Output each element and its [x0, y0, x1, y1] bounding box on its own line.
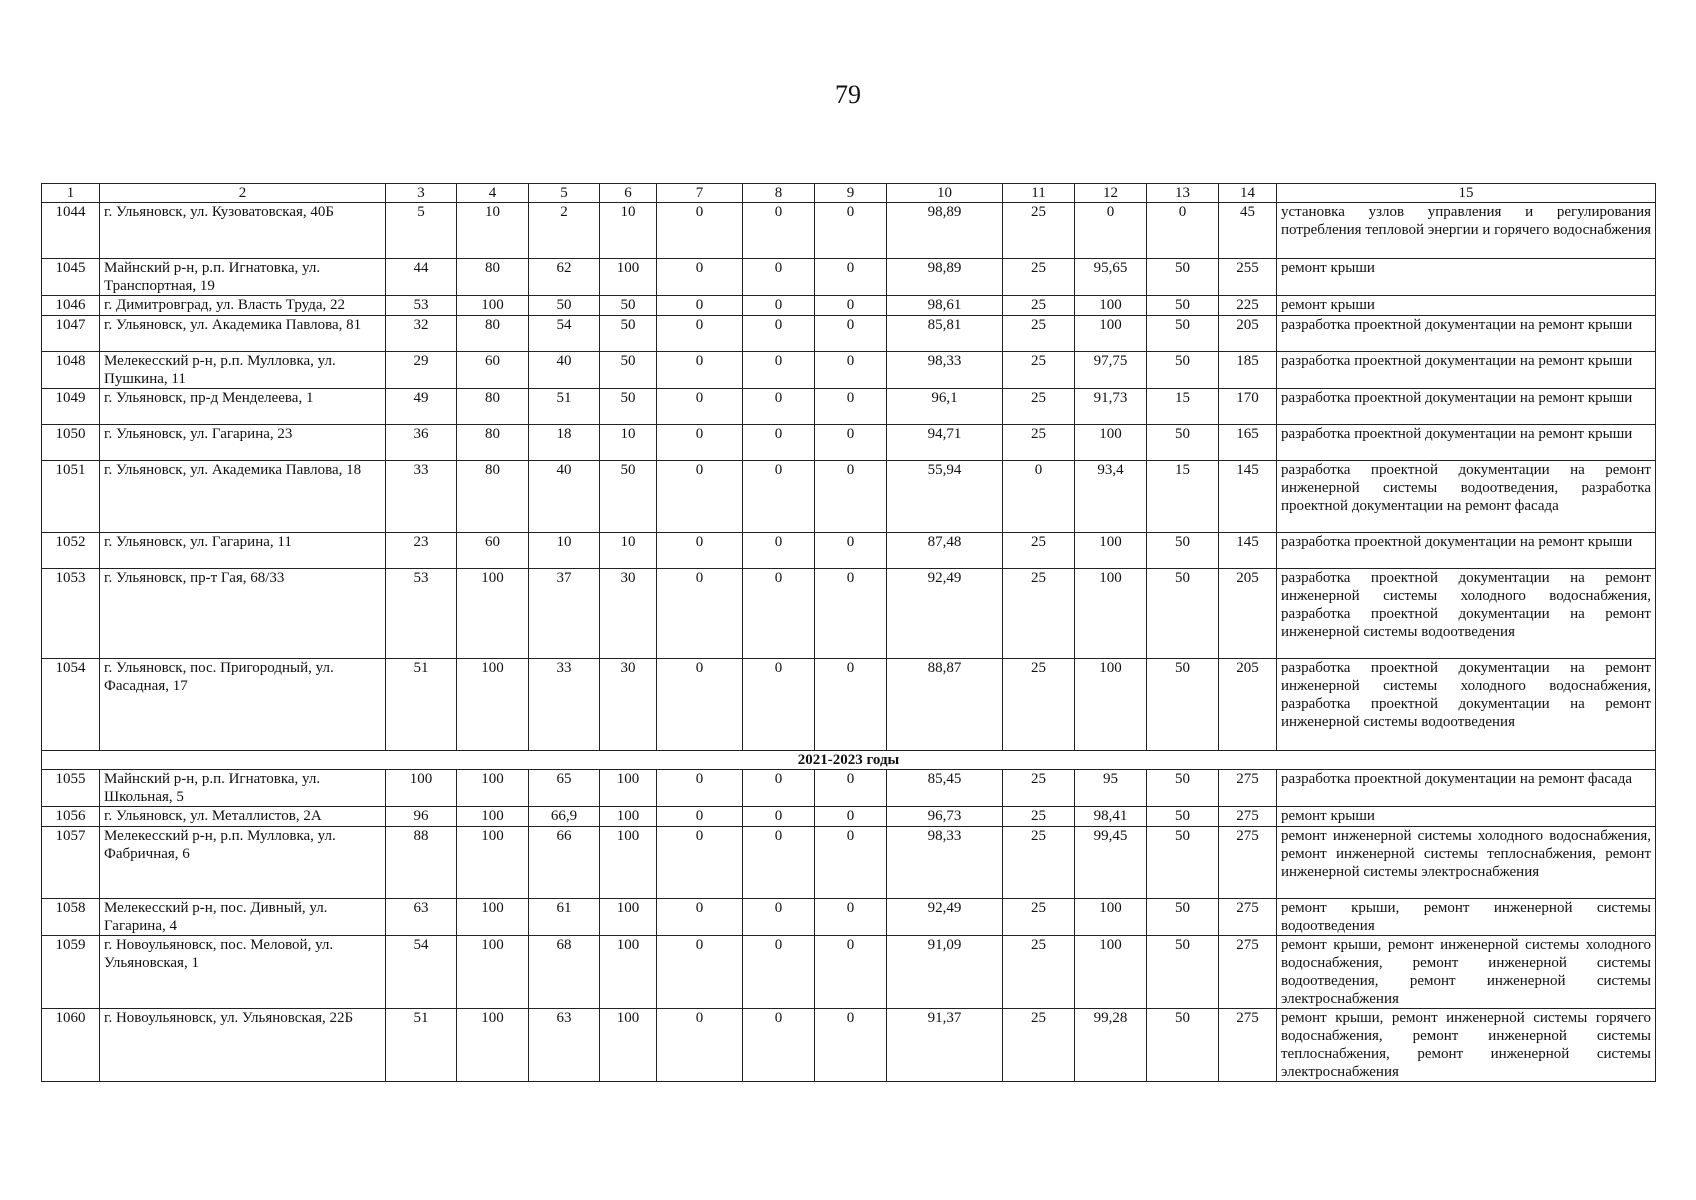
value-cell: 80 [457, 259, 529, 296]
value-cell: 62 [529, 259, 600, 296]
value-cell: 100 [457, 1009, 529, 1082]
address-cell: г. Ульяновск, пр-т Гая, 68/33 [100, 569, 386, 659]
value-cell: 0 [815, 827, 887, 899]
value-cell: 80 [457, 425, 529, 461]
value-cell: 66 [529, 827, 600, 899]
address-cell: г. Ульяновск, ул. Гагарина, 23 [100, 425, 386, 461]
value-cell: 37 [529, 569, 600, 659]
value-cell: 205 [1219, 316, 1277, 352]
value-cell: 0 [657, 296, 743, 316]
column-header: 3 [386, 184, 457, 203]
row-number: 1045 [42, 259, 100, 296]
value-cell: 165 [1219, 425, 1277, 461]
value-cell: 85,81 [887, 316, 1003, 352]
value-cell: 25 [1003, 316, 1075, 352]
value-cell: 25 [1003, 807, 1075, 827]
value-cell: 80 [457, 316, 529, 352]
value-cell: 0 [815, 899, 887, 936]
table-row [42, 259, 1656, 296]
address-cell: г. Ульяновск, ул. Академика Павлова, 18 [100, 461, 386, 533]
work-type-cell: разработка проектной документации на ремонт крыши [1277, 316, 1656, 352]
value-cell: 50 [1147, 899, 1219, 936]
value-cell: 98,61 [887, 296, 1003, 316]
row-number: 1047 [42, 316, 100, 352]
table-row [42, 827, 1656, 899]
value-cell: 53 [386, 296, 457, 316]
value-cell: 100 [457, 936, 529, 1009]
table-row [42, 807, 1656, 827]
work-type-cell: ремонт инженерной системы холодного водоснабжения, ремонт инженерной системы теплоснабжения, ремонт инженерной системы электроснабжения [1277, 827, 1656, 899]
value-cell: 50 [600, 389, 657, 425]
value-cell: 0 [815, 389, 887, 425]
value-cell: 60 [457, 533, 529, 569]
value-cell: 50 [1147, 425, 1219, 461]
value-cell: 10 [600, 203, 657, 259]
work-type-cell: разработка проектной документации на ремонт крыши [1277, 389, 1656, 425]
value-cell: 0 [657, 389, 743, 425]
table-row [42, 461, 1656, 533]
table-row [42, 659, 1656, 751]
value-cell: 95,65 [1075, 259, 1147, 296]
value-cell: 50 [1147, 569, 1219, 659]
work-type-cell: ремонт крыши [1277, 259, 1656, 296]
value-cell: 95 [1075, 770, 1147, 807]
value-cell: 51 [529, 389, 600, 425]
section-row [42, 751, 1656, 770]
value-cell: 15 [1147, 461, 1219, 533]
address-cell: г. Новоульяновск, пос. Меловой, ул. Ульяновская, 1 [100, 936, 386, 1009]
value-cell: 0 [815, 259, 887, 296]
value-cell: 91,73 [1075, 389, 1147, 425]
value-cell: 50 [600, 296, 657, 316]
value-cell: 23 [386, 533, 457, 569]
address-cell: г. Новоульяновск, ул. Ульяновская, 22Б [100, 1009, 386, 1082]
value-cell: 0 [657, 259, 743, 296]
value-cell: 100 [1075, 296, 1147, 316]
value-cell: 145 [1219, 533, 1277, 569]
value-cell: 0 [815, 296, 887, 316]
work-type-cell: разработка проектной документации на ремонт фасада [1277, 770, 1656, 807]
value-cell: 98,89 [887, 259, 1003, 296]
row-number: 1059 [42, 936, 100, 1009]
work-type-cell: установка узлов управления и регулирования потребления тепловой энергии и горячего водоснабжения [1277, 203, 1656, 259]
value-cell: 0 [743, 296, 815, 316]
value-cell: 100 [457, 770, 529, 807]
table-row [42, 352, 1656, 389]
value-cell: 275 [1219, 807, 1277, 827]
value-cell: 55,94 [887, 461, 1003, 533]
value-cell: 25 [1003, 203, 1075, 259]
table-row [42, 203, 1656, 259]
value-cell: 25 [1003, 899, 1075, 936]
address-cell: г. Ульяновск, пр-д Менделеева, 1 [100, 389, 386, 425]
value-cell: 68 [529, 936, 600, 1009]
column-header: 8 [743, 184, 815, 203]
row-number: 1050 [42, 425, 100, 461]
column-header: 4 [457, 184, 529, 203]
address-cell: г. Ульяновск, ул. Гагарина, 11 [100, 533, 386, 569]
address-cell: Мелекесский р-н, р.п. Мулловка, ул. Пушкина, 11 [100, 352, 386, 389]
value-cell: 0 [743, 1009, 815, 1082]
value-cell: 0 [657, 899, 743, 936]
value-cell: 94,71 [887, 425, 1003, 461]
value-cell: 100 [600, 827, 657, 899]
address-cell: Мелекесский р-н, р.п. Мулловка, ул. Фабричная, 6 [100, 827, 386, 899]
page-number: 79 [835, 80, 861, 109]
column-header: 5 [529, 184, 600, 203]
value-cell: 0 [1075, 203, 1147, 259]
objects-table [41, 183, 1656, 1082]
column-header: 11 [1003, 184, 1075, 203]
row-number: 1056 [42, 807, 100, 827]
value-cell: 50 [1147, 827, 1219, 899]
row-number: 1055 [42, 770, 100, 807]
value-cell: 100 [1075, 659, 1147, 751]
value-cell: 50 [600, 461, 657, 533]
work-type-cell: разработка проектной документации на ремонт инженерной системы холодного водоснабжения, разработка проектной документации на ремонт инженерной системы водоотведения [1277, 569, 1656, 659]
work-type-cell: разработка проектной документации на ремонт крыши [1277, 533, 1656, 569]
value-cell: 25 [1003, 770, 1075, 807]
value-cell: 0 [815, 461, 887, 533]
row-number: 1057 [42, 827, 100, 899]
value-cell: 50 [1147, 259, 1219, 296]
row-number: 1046 [42, 296, 100, 316]
row-number: 1051 [42, 461, 100, 533]
value-cell: 80 [457, 461, 529, 533]
value-cell: 0 [815, 352, 887, 389]
value-cell: 0 [657, 316, 743, 352]
value-cell: 40 [529, 352, 600, 389]
value-cell: 100 [1075, 425, 1147, 461]
value-cell: 50 [1147, 296, 1219, 316]
value-cell: 0 [743, 389, 815, 425]
value-cell: 275 [1219, 827, 1277, 899]
work-type-cell: ремонт крыши, ремонт инженерной системы горячего водоснабжения, ремонт инженерной системы теплоснабжения, ремонт инженерной системы электроснабжения [1277, 1009, 1656, 1082]
work-type-cell: ремонт крыши, ремонт инженерной системы водоотведения [1277, 899, 1656, 936]
column-header: 9 [815, 184, 887, 203]
value-cell: 50 [1147, 770, 1219, 807]
value-cell: 25 [1003, 296, 1075, 316]
value-cell: 25 [1003, 569, 1075, 659]
address-cell: г. Ульяновск, пос. Пригородный, ул. Фасадная, 17 [100, 659, 386, 751]
value-cell: 100 [457, 569, 529, 659]
value-cell: 100 [457, 296, 529, 316]
value-cell: 50 [1147, 352, 1219, 389]
value-cell: 40 [529, 461, 600, 533]
value-cell: 15 [1147, 389, 1219, 425]
column-header: 7 [657, 184, 743, 203]
value-cell: 0 [657, 659, 743, 751]
value-cell: 60 [457, 352, 529, 389]
table-row [42, 936, 1656, 1009]
value-cell: 100 [600, 1009, 657, 1082]
value-cell: 25 [1003, 259, 1075, 296]
table-row [42, 533, 1656, 569]
row-number: 1058 [42, 899, 100, 936]
column-header: 6 [600, 184, 657, 203]
value-cell: 10 [600, 533, 657, 569]
value-cell: 0 [815, 807, 887, 827]
value-cell: 99,45 [1075, 827, 1147, 899]
value-cell: 99,28 [1075, 1009, 1147, 1082]
value-cell: 0 [743, 425, 815, 461]
value-cell: 225 [1219, 296, 1277, 316]
value-cell: 0 [743, 461, 815, 533]
value-cell: 0 [657, 461, 743, 533]
value-cell: 0 [657, 203, 743, 259]
value-cell: 66,9 [529, 807, 600, 827]
value-cell: 32 [386, 316, 457, 352]
value-cell: 0 [743, 569, 815, 659]
row-number: 1054 [42, 659, 100, 751]
value-cell: 18 [529, 425, 600, 461]
value-cell: 44 [386, 259, 457, 296]
column-header: 14 [1219, 184, 1277, 203]
value-cell: 45 [1219, 203, 1277, 259]
value-cell: 25 [1003, 352, 1075, 389]
table-row [42, 296, 1656, 316]
value-cell: 93,4 [1075, 461, 1147, 533]
value-cell: 0 [743, 203, 815, 259]
value-cell: 185 [1219, 352, 1277, 389]
value-cell: 50 [600, 316, 657, 352]
value-cell: 145 [1219, 461, 1277, 533]
value-cell: 0 [1147, 203, 1219, 259]
value-cell: 49 [386, 389, 457, 425]
value-cell: 0 [743, 316, 815, 352]
row-number: 1060 [42, 1009, 100, 1082]
column-header: 13 [1147, 184, 1219, 203]
value-cell: 0 [657, 770, 743, 807]
address-cell: г. Ульяновск, ул. Металлистов, 2А [100, 807, 386, 827]
value-cell: 100 [1075, 569, 1147, 659]
table-row [42, 899, 1656, 936]
value-cell: 100 [457, 899, 529, 936]
value-cell: 91,37 [887, 1009, 1003, 1082]
work-type-cell: ремонт крыши [1277, 807, 1656, 827]
value-cell: 0 [815, 533, 887, 569]
value-cell: 88 [386, 827, 457, 899]
value-cell: 0 [815, 316, 887, 352]
value-cell: 100 [600, 770, 657, 807]
value-cell: 50 [1147, 936, 1219, 1009]
value-cell: 65 [529, 770, 600, 807]
table-row [42, 1009, 1656, 1082]
value-cell: 0 [657, 936, 743, 1009]
value-cell: 0 [657, 352, 743, 389]
value-cell: 170 [1219, 389, 1277, 425]
table-body [42, 184, 1656, 1082]
value-cell: 98,33 [887, 352, 1003, 389]
column-header: 15 [1277, 184, 1656, 203]
value-cell: 25 [1003, 389, 1075, 425]
address-cell: г. Ульяновск, ул. Кузоватовская, 40Б [100, 203, 386, 259]
value-cell: 30 [600, 569, 657, 659]
value-cell: 0 [743, 936, 815, 1009]
work-type-cell: разработка проектной документации на ремонт инженерной системы холодного водоснабжения, разработка проектной документации на ремонт инженерной системы водоотведения [1277, 659, 1656, 751]
value-cell: 85,45 [887, 770, 1003, 807]
value-cell: 0 [743, 533, 815, 569]
value-cell: 80 [457, 389, 529, 425]
row-number: 1048 [42, 352, 100, 389]
value-cell: 25 [1003, 827, 1075, 899]
value-cell: 100 [457, 807, 529, 827]
value-cell: 50 [1147, 316, 1219, 352]
value-cell: 30 [600, 659, 657, 751]
value-cell: 91,09 [887, 936, 1003, 1009]
section-label: 2021-2023 годы [42, 751, 1656, 770]
value-cell: 87,48 [887, 533, 1003, 569]
address-cell: Майнский р-н, р.п. Игнатовка, ул. Школьная, 5 [100, 770, 386, 807]
value-cell: 92,49 [887, 899, 1003, 936]
value-cell: 10 [529, 533, 600, 569]
value-cell: 0 [657, 533, 743, 569]
value-cell: 29 [386, 352, 457, 389]
row-number: 1049 [42, 389, 100, 425]
value-cell: 50 [1147, 1009, 1219, 1082]
value-cell: 0 [657, 425, 743, 461]
value-cell: 25 [1003, 659, 1075, 751]
table-row [42, 389, 1656, 425]
value-cell: 25 [1003, 425, 1075, 461]
value-cell: 205 [1219, 569, 1277, 659]
table-row [42, 569, 1656, 659]
row-number: 1052 [42, 533, 100, 569]
value-cell: 96,73 [887, 807, 1003, 827]
value-cell: 51 [386, 1009, 457, 1082]
value-cell: 100 [600, 259, 657, 296]
value-cell: 54 [529, 316, 600, 352]
address-cell: г. Димитровград, ул. Власть Труда, 22 [100, 296, 386, 316]
value-cell: 0 [743, 899, 815, 936]
value-cell: 88,87 [887, 659, 1003, 751]
value-cell: 100 [386, 770, 457, 807]
value-cell: 0 [657, 1009, 743, 1082]
value-cell: 100 [1075, 936, 1147, 1009]
value-cell: 0 [743, 259, 815, 296]
value-cell: 25 [1003, 936, 1075, 1009]
value-cell: 63 [529, 1009, 600, 1082]
value-cell: 25 [1003, 1009, 1075, 1082]
value-cell: 0 [743, 827, 815, 899]
value-cell: 96 [386, 807, 457, 827]
value-cell: 5 [386, 203, 457, 259]
value-cell: 275 [1219, 899, 1277, 936]
value-cell: 63 [386, 899, 457, 936]
value-cell: 10 [600, 425, 657, 461]
work-type-cell: ремонт крыши [1277, 296, 1656, 316]
value-cell: 100 [457, 827, 529, 899]
value-cell: 98,33 [887, 827, 1003, 899]
value-cell: 61 [529, 899, 600, 936]
value-cell: 98,41 [1075, 807, 1147, 827]
value-cell: 2 [529, 203, 600, 259]
header-row [42, 184, 1656, 203]
value-cell: 0 [815, 936, 887, 1009]
row-number: 1053 [42, 569, 100, 659]
value-cell: 275 [1219, 1009, 1277, 1082]
value-cell: 0 [815, 659, 887, 751]
table-row [42, 770, 1656, 807]
value-cell: 0 [815, 203, 887, 259]
value-cell: 0 [815, 569, 887, 659]
address-cell: г. Ульяновск, ул. Академика Павлова, 81 [100, 316, 386, 352]
value-cell: 33 [529, 659, 600, 751]
value-cell: 50 [529, 296, 600, 316]
value-cell: 50 [1147, 533, 1219, 569]
value-cell: 0 [657, 569, 743, 659]
value-cell: 275 [1219, 770, 1277, 807]
value-cell: 50 [1147, 659, 1219, 751]
value-cell: 0 [815, 1009, 887, 1082]
work-type-cell: разработка проектной документации на ремонт инженерной системы водоотведения, разработка проектной документации на ремонт фасада [1277, 461, 1656, 533]
value-cell: 50 [600, 352, 657, 389]
value-cell: 100 [1075, 533, 1147, 569]
value-cell: 205 [1219, 659, 1277, 751]
value-cell: 92,49 [887, 569, 1003, 659]
column-header: 2 [100, 184, 386, 203]
table-row [42, 425, 1656, 461]
value-cell: 10 [457, 203, 529, 259]
value-cell: 0 [743, 770, 815, 807]
value-cell: 25 [1003, 533, 1075, 569]
value-cell: 275 [1219, 936, 1277, 1009]
value-cell: 100 [1075, 899, 1147, 936]
address-cell: Мелекесский р-н, пос. Дивный, ул. Гагарина, 4 [100, 899, 386, 936]
row-number: 1044 [42, 203, 100, 259]
value-cell: 100 [1075, 316, 1147, 352]
value-cell: 98,89 [887, 203, 1003, 259]
work-type-cell: разработка проектной документации на ремонт крыши [1277, 352, 1656, 389]
value-cell: 96,1 [887, 389, 1003, 425]
value-cell: 100 [600, 807, 657, 827]
value-cell: 100 [457, 659, 529, 751]
value-cell: 100 [600, 899, 657, 936]
value-cell: 53 [386, 569, 457, 659]
work-type-cell: разработка проектной документации на ремонт крыши [1277, 425, 1656, 461]
address-cell: Майнский р-н, р.п. Игнатовка, ул. Транспортная, 19 [100, 259, 386, 296]
value-cell: 33 [386, 461, 457, 533]
value-cell: 50 [1147, 807, 1219, 827]
value-cell: 0 [657, 827, 743, 899]
value-cell: 36 [386, 425, 457, 461]
column-header: 10 [887, 184, 1003, 203]
value-cell: 0 [743, 352, 815, 389]
value-cell: 0 [815, 425, 887, 461]
value-cell: 0 [743, 659, 815, 751]
column-header: 12 [1075, 184, 1147, 203]
value-cell: 100 [600, 936, 657, 1009]
column-header: 1 [42, 184, 100, 203]
table-row [42, 316, 1656, 352]
value-cell: 97,75 [1075, 352, 1147, 389]
value-cell: 0 [1003, 461, 1075, 533]
value-cell: 0 [815, 770, 887, 807]
value-cell: 54 [386, 936, 457, 1009]
value-cell: 0 [657, 807, 743, 827]
work-type-cell: ремонт крыши, ремонт инженерной системы холодного водоснабжения, ремонт инженерной системы водоотведения, ремонт инженерной системы электроснабжения [1277, 936, 1656, 1009]
value-cell: 51 [386, 659, 457, 751]
value-cell: 0 [743, 807, 815, 827]
value-cell: 255 [1219, 259, 1277, 296]
